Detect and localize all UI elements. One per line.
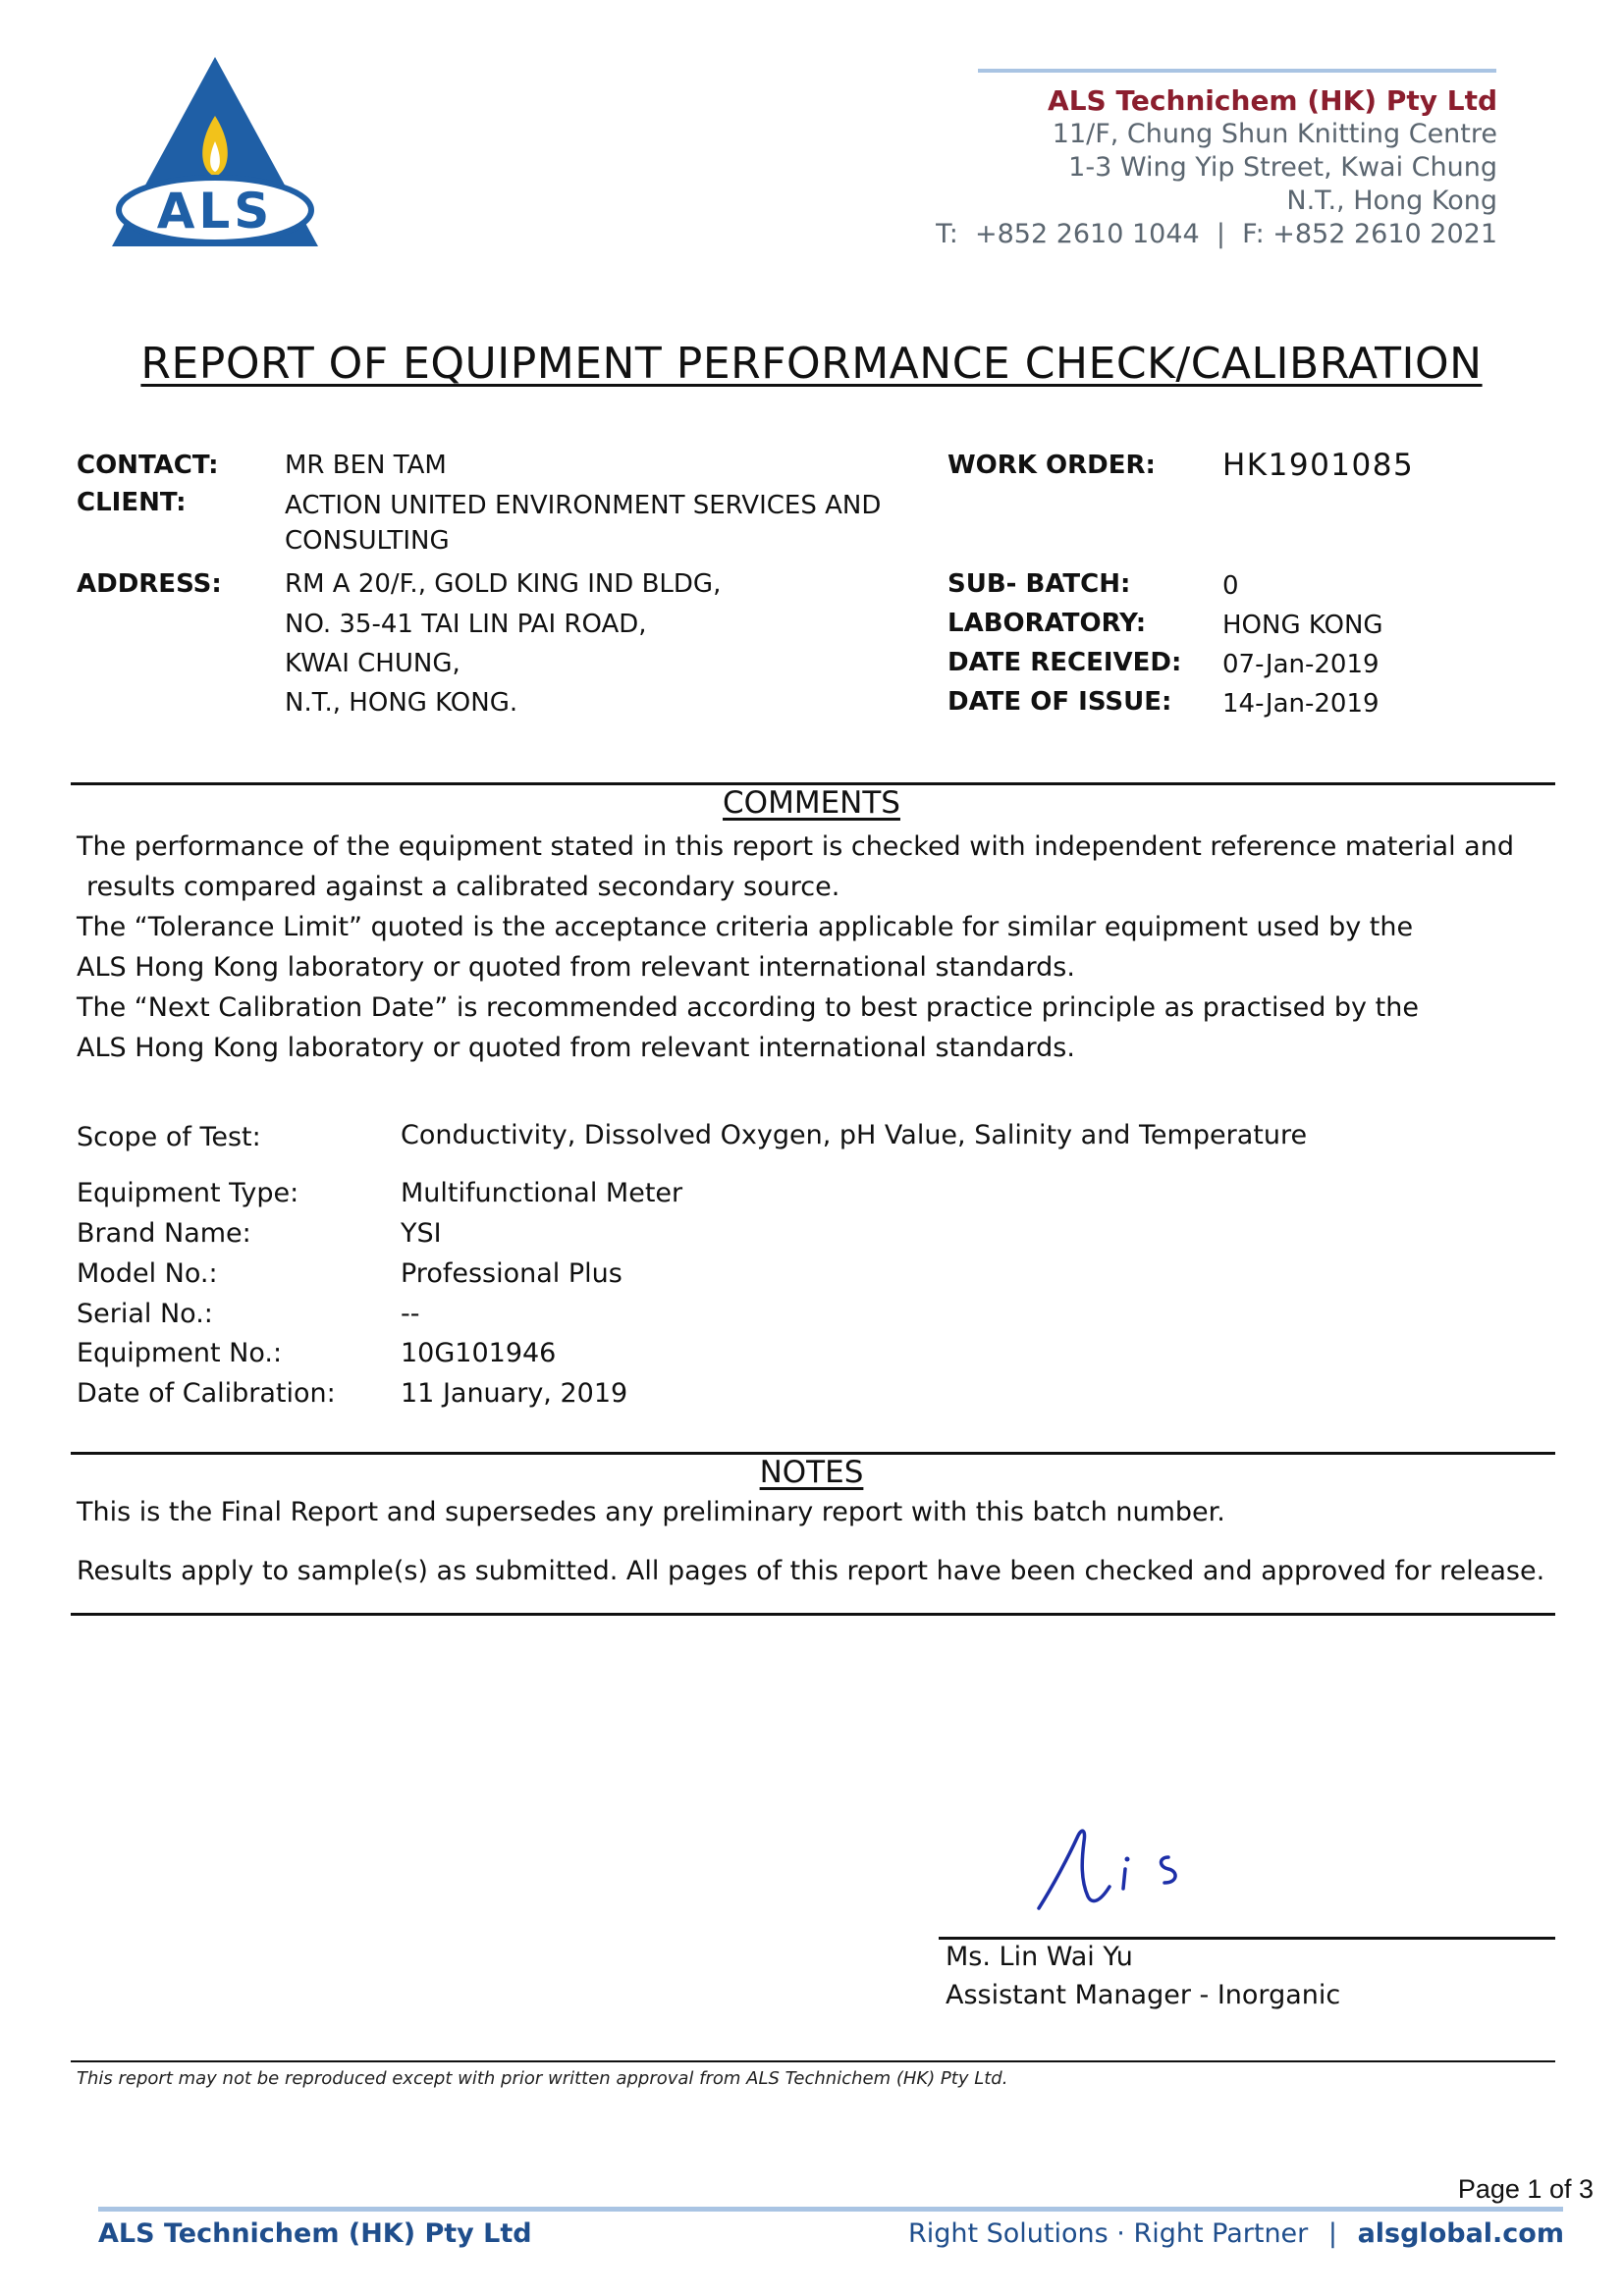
calibration-date-value: 11 January, 2019 xyxy=(401,1378,628,1409)
client-label: CLIENT: xyxy=(77,488,187,517)
client-value-line: ACTION UNITED ENVIRONMENT SERVICES AND xyxy=(285,491,882,520)
comment-line: The “Next Calibration Date” is recommended according to best practice principle as practised by the xyxy=(77,992,1419,1023)
als-logo xyxy=(110,55,321,251)
handwritten-signature xyxy=(1031,1818,1198,1916)
footer-rule xyxy=(71,2060,1555,2062)
company-address-line: N.T., Hong Kong xyxy=(1286,186,1497,216)
company-address-line: 1-3 Wing Yip Street, Kwai Chung xyxy=(1068,152,1497,183)
signatory-title: Assistant Manager - Inorganic xyxy=(946,1980,1341,2010)
address-line: N.T., HONG KONG. xyxy=(285,688,518,718)
equipment-type-value: Multifunctional Meter xyxy=(401,1178,683,1208)
company-address-line: 11/F, Chung Shun Knitting Centre xyxy=(1052,119,1497,149)
serial-value: -- xyxy=(401,1299,420,1329)
address-line: KWAI CHUNG, xyxy=(285,649,460,678)
company-phone-line: T: +852 2610 1044 | F: +852 2610 2021 xyxy=(936,219,1497,249)
notes-bottom-rule xyxy=(71,1613,1555,1616)
comments-body xyxy=(77,827,1514,1068)
scope-label: Scope of Test: xyxy=(77,1122,261,1152)
work-order-label: WORK ORDER: xyxy=(947,451,1156,480)
laboratory-value: HONG KONG xyxy=(1222,611,1383,640)
comments-heading-text: COMMENTS xyxy=(723,785,900,821)
page-number: Page 1 of 3 xyxy=(1457,2174,1594,2204)
note-line: Results apply to sample(s) as submitted. All pages of this report have been checked and approved for release. xyxy=(77,1556,1545,1586)
comment-line: ALS Hong Kong laboratory or quoted from relevant international standards. xyxy=(77,952,1075,983)
equipment-no-value: 10G101946 xyxy=(401,1338,557,1368)
company-header-rule xyxy=(978,69,1496,73)
model-label: Model No.: xyxy=(77,1258,218,1289)
contact-label: CONTACT: xyxy=(77,451,219,480)
address-line: NO. 35-41 TAI LIN PAI ROAD, xyxy=(285,610,647,639)
date-of-issue-value: 14-Jan-2019 xyxy=(1222,689,1380,719)
sub-batch-label: SUB- BATCH: xyxy=(947,569,1131,599)
footer-tagline-block xyxy=(908,2218,1564,2249)
logo-text: ALS xyxy=(156,183,274,240)
brand-label: Brand Name: xyxy=(77,1218,251,1249)
serial-label: Serial No.: xyxy=(77,1299,213,1329)
laboratory-label: LABORATORY: xyxy=(947,609,1147,638)
date-received-value: 07-Jan-2019 xyxy=(1222,650,1380,679)
calibration-date-label: Date of Calibration: xyxy=(77,1378,336,1409)
equipment-type-label: Equipment Type: xyxy=(77,1178,299,1208)
address-line: RM A 20/F., GOLD KING IND BLDG, xyxy=(285,569,722,599)
signatory-name: Ms. Lin Wai Yu xyxy=(946,1942,1133,1972)
report-title xyxy=(0,339,1623,389)
note-line: This is the Final Report and supersedes any preliminary report with this batch number. xyxy=(77,1497,1225,1527)
date-of-issue-label: DATE OF ISSUE: xyxy=(947,687,1172,717)
scope-value: Conductivity, Dissolved Oxygen, pH Value, Salinity and Temperature xyxy=(401,1120,1308,1150)
equipment-no-label: Equipment No.: xyxy=(77,1338,283,1368)
footer-separator: | xyxy=(1327,2218,1337,2249)
signature-rule xyxy=(939,1937,1555,1940)
footer-disclaimer: This report may not be reproduced except with prior written approval from ALS Technichem (HK) Pty Ltd. xyxy=(77,2068,1008,2089)
comment-line: The performance of the equipment stated in this report is checked with independent reference material and xyxy=(77,831,1514,862)
company-name: ALS Technichem (HK) Pty Ltd xyxy=(1048,84,1497,117)
report-title-text: REPORT OF EQUIPMENT PERFORMANCE CHECK/CALIBRATION xyxy=(140,339,1483,389)
comment-line: The “Tolerance Limit” quoted is the acceptance criteria applicable for similar equipment used by the xyxy=(77,912,1414,942)
notes-heading xyxy=(0,1455,1623,1490)
company-address-block xyxy=(936,84,1497,251)
comment-line: ALS Hong Kong laboratory or quoted from relevant international standards. xyxy=(77,1033,1075,1063)
work-order-value: HK1901085 xyxy=(1222,448,1415,483)
model-value: Professional Plus xyxy=(401,1258,622,1289)
date-received-label: DATE RECEIVED: xyxy=(947,648,1182,677)
client-value-line: CONSULTING xyxy=(285,526,450,556)
footer-company-name: ALS Technichem (HK) Pty Ltd xyxy=(98,2218,532,2249)
footer-tagline: Right Solutions · Right Partner xyxy=(907,2218,1309,2249)
sub-batch-value: 0 xyxy=(1222,571,1239,601)
comment-line: results compared against a calibrated secondary source. xyxy=(86,872,840,902)
notes-heading-text: NOTES xyxy=(759,1455,864,1490)
bottom-rule xyxy=(98,2207,1563,2212)
comments-heading xyxy=(0,785,1623,821)
footer-website-link[interactable]: alsglobal.com xyxy=(1357,2218,1564,2249)
brand-value: YSI xyxy=(401,1218,442,1249)
address-label: ADDRESS: xyxy=(77,569,222,599)
contact-value: MR BEN TAM xyxy=(285,451,447,480)
